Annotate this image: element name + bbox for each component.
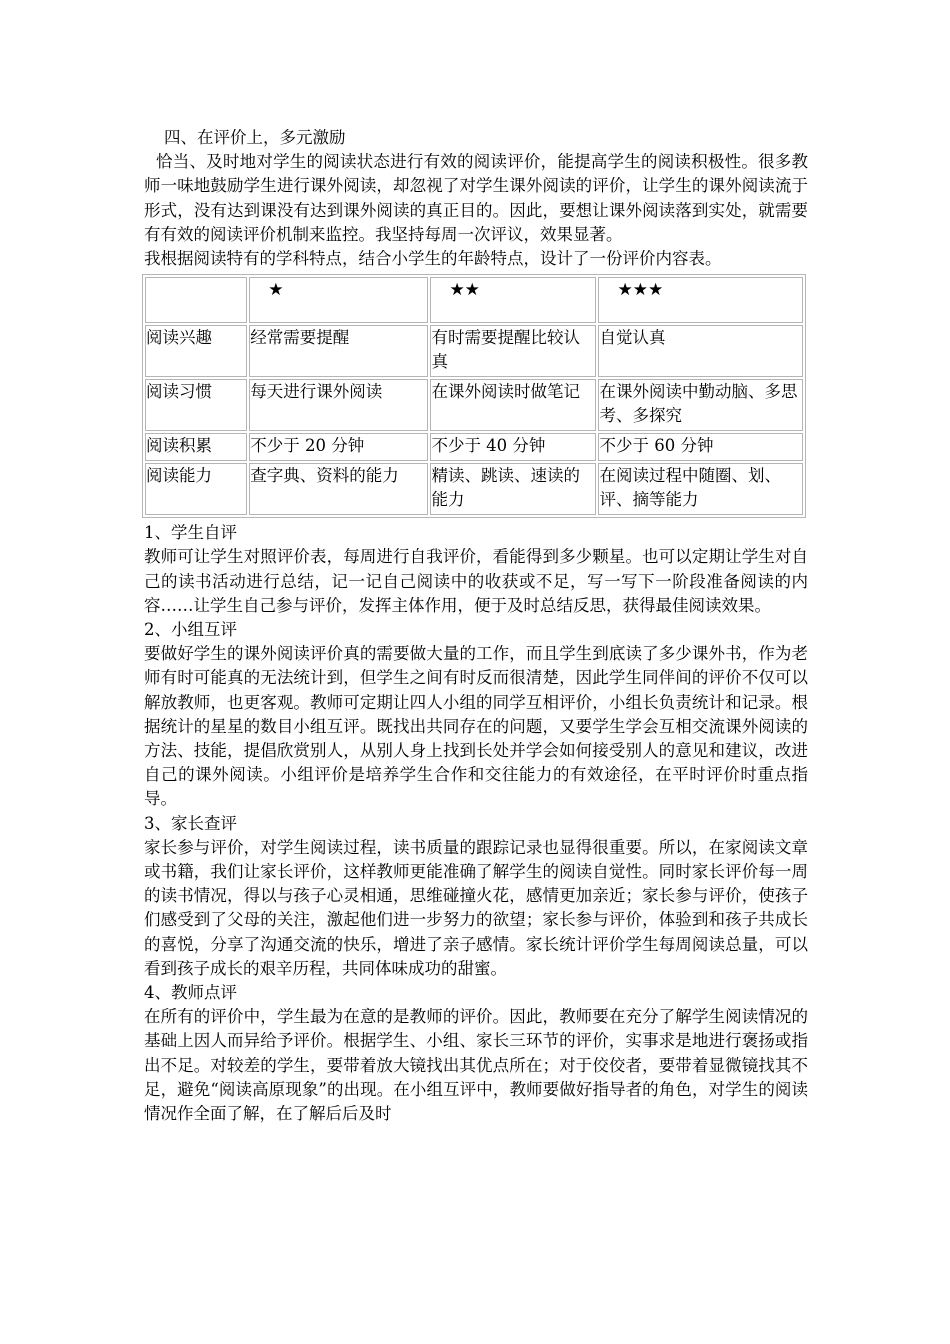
table-header-row <box>145 277 803 323</box>
table-cell: 查字典、资料的能力 <box>249 463 428 515</box>
table-cell: 在阅读过程中随圈、划、评、摘等能力 <box>598 463 803 515</box>
evaluation-table <box>142 274 806 518</box>
table-cell: 经常需要提醒 <box>249 325 428 377</box>
table-cell: 不少于 20 分钟 <box>249 433 428 461</box>
subsection-title-group-evaluation: 2、小组互评 <box>144 620 237 640</box>
table-header-cell <box>145 277 247 323</box>
subsection-body-teacher-evaluation: 在所有的评价中，学生最为在意的是教师的评价。因此，教师要在充分了解学生阅读情况的基础上因人而异给予评价。根据学生、小组、家长三环节的评价，实事求是地进行褒扬或指出不足。对较差的学生，要带着放大镜找出其优点所在；对于佼佼者，要带着显微镜找其不足，避免“阅读高原现象”的出现。在小组互评中，教师要做好指导者的角色，对学生的阅读情况作全面了解，在了解后后及时 <box>144 1007 808 1124</box>
table-cell: 在课外阅读中勤动脑、多思考、多探究 <box>598 379 803 431</box>
table-intro: 我根据阅读特有的学科特点，结合小学生的年龄特点，设计了一份评价内容表。 <box>144 249 722 269</box>
subsection-title-teacher-evaluation: 4、教师点评 <box>144 983 237 1003</box>
table-cell: 不少于 60 分钟 <box>598 433 803 461</box>
three-star-header: ★★★ <box>598 277 803 323</box>
subsection-body-parent-evaluation: 家长参与评价，对学生阅读过程，读书质量的跟踪记录也显得很重要。所以，在家阅读文章或书籍，我们让家长评价，这样教师更能准确了解学生的阅读自觉性。同时家长评价每一周的读书情况，得以与孩子心灵相通，思维碰撞火花，感情更加亲近；家长参与评价，使孩子们感受到了父母的关注，激起他们进一步努力的欲望；家长参与评价，体验到和孩子共成长的喜悦，分享了沟通交流的快乐，增进了亲子感情。家长统计评价学生每周阅读总量，可以看到孩子成长的艰辛历程，共同体味成功的甜蜜。 <box>144 837 808 978</box>
table-row <box>145 463 803 515</box>
row-label: 阅读兴趣 <box>145 325 247 377</box>
two-star-header: ★★ <box>430 277 596 323</box>
row-label: 阅读习惯 <box>145 379 247 431</box>
document-page <box>144 126 808 1126</box>
table-cell: 精读、跳读、速读的能力 <box>430 463 596 515</box>
intro-paragraph: 恰当、及时地对学生的阅读状态进行有效的阅读评价，能提高学生的阅读积极性。很多教师一味地鼓励学生进行课外阅读，却忽视了对学生课外阅读的评价，让学生的课外阅读流于形式，没有达到课没有达到课外阅读的真正目的。因此，要想让课外阅读落到实处，就需要有有效的阅读评价机制来监控。我坚持每周一次评议，效果显著。 <box>144 152 808 244</box>
subsection-title-parent-evaluation: 3、家长查评 <box>144 813 237 833</box>
row-label: 阅读积累 <box>145 433 247 461</box>
one-star-header: ★ <box>249 277 428 323</box>
table-cell: 自觉认真 <box>598 325 803 377</box>
table-cell: 有时需要提醒比较认真 <box>430 325 596 377</box>
table-row <box>145 379 803 431</box>
subsection-body-self-evaluation: 教师可让学生对照评价表，每周进行自我评价，看能得到多少颗星。也可以定期让学生对自己的读书活动进行总结，记一记自己阅读中的收获或不足，写一写下一阶段准备阅读的内容……让学生自己参与评价，发挥主体作用，便于及时总结反思，获得最佳阅读效果。 <box>144 547 808 615</box>
table-cell: 在课外阅读时做笔记 <box>430 379 596 431</box>
table-cell: 不少于 40 分钟 <box>430 433 596 461</box>
table-row <box>145 433 803 461</box>
table-cell: 每天进行课外阅读 <box>249 379 428 431</box>
subsection-body-group-evaluation: 要做好学生的课外阅读评价真的需要做大量的工作，而且学生到底读了多少课外书，作为老师有时可能真的无法统计到，但学生之间有时反而很清楚，因此学生同伴间的评价不仅可以解放教师，也更客观。教师可定期让四人小组的同学互相评价，小组长负责统计和记录。根据统计的星星的数目小组互评。既找出共同存在的问题，又要学生学会互相交流课外阅读的方法、技能，提倡欣赏别人，从别人身上找到长处并学会如何接受别人的意见和建议，改进自己的课外阅读。小组评价是培养学生合作和交往能力的有效途径，在平时评价时重点指导。 <box>144 644 808 809</box>
subsection-title-self-evaluation: 1、学生自评 <box>144 523 237 543</box>
table-row <box>145 325 803 377</box>
row-label: 阅读能力 <box>145 463 247 515</box>
section-title: 四、在评价上，多元激励 <box>164 128 346 147</box>
